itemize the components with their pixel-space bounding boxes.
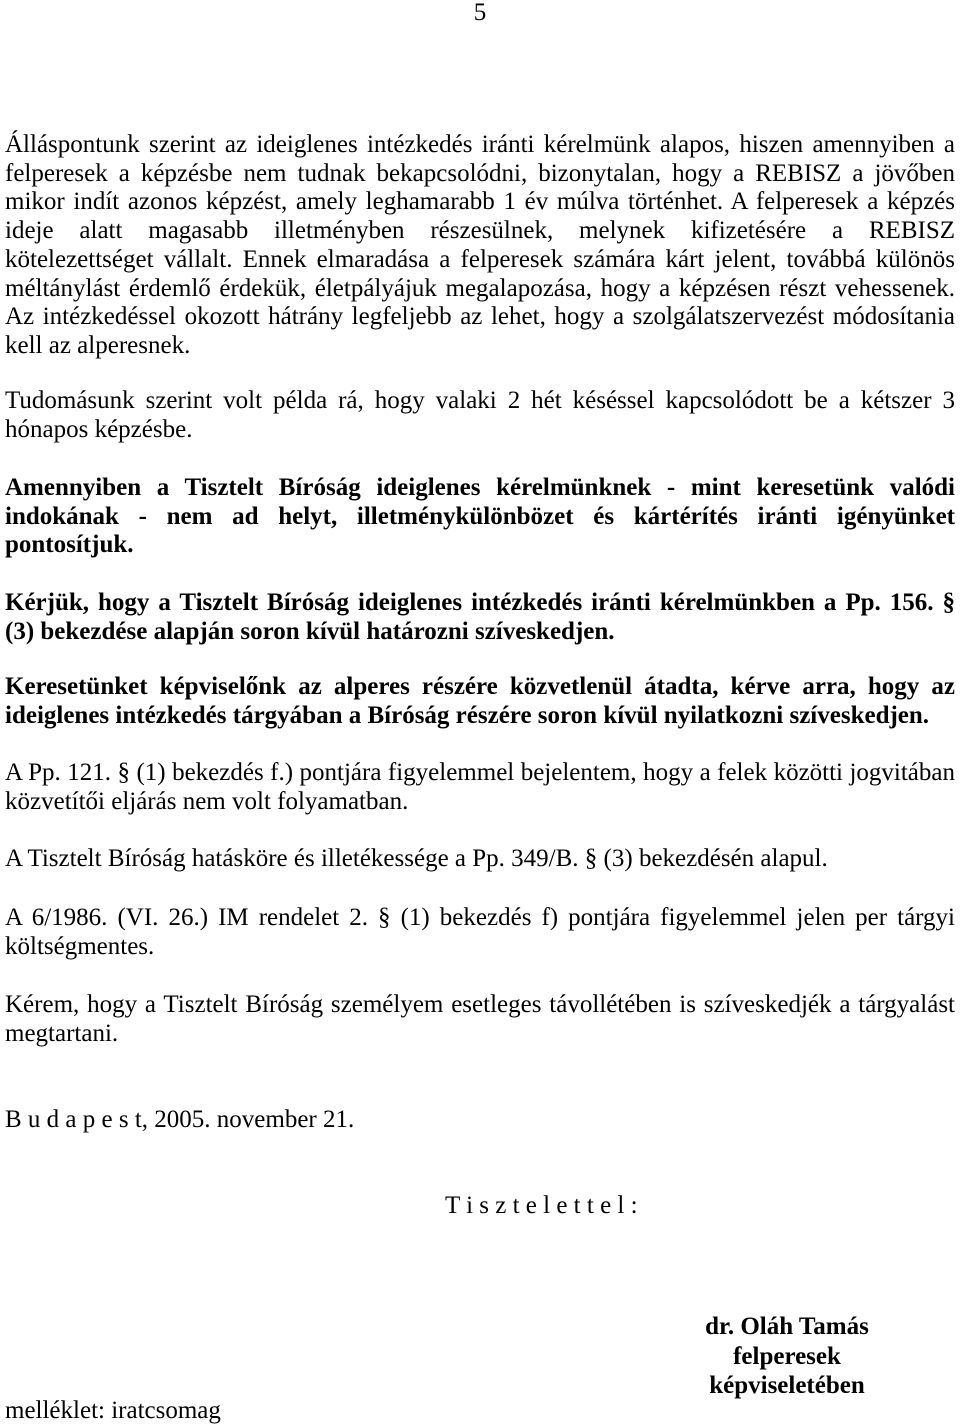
paragraph-urgent-request (5, 589, 955, 646)
text-line: A Tisztelt Bíróság hatásköre és illetékessége a Pp. 349/B. § (3) bekezdésén alapul. (5, 845, 828, 872)
text-line: A Pp. 121. § (1) bekezdés f.) pontjára figyelemmel bejelentem, hogy a felek közötti jogvitában (5, 759, 955, 786)
paragraph-mediation-statement (5, 759, 955, 816)
text-line: pontosítjuk. (5, 531, 134, 559)
text-line: kötelezettséget vállalt. Ennek elmaradása a felperesek számára kárt jelent, továbbá különös (5, 245, 955, 273)
text-line: hónapos képzésbe. (5, 415, 193, 443)
paragraph-service-notice (5, 673, 955, 730)
text-line: Kérjük, hogy a Tisztelt Bíróság ideiglenes intézkedés iránti kérelmünkben a Pp. 156. § (5, 589, 955, 616)
text-line: költségmentes. (5, 932, 155, 960)
signatory-capacity: képviseletében (709, 1372, 865, 1399)
text-line: kell az alperesnek. (5, 331, 191, 359)
signature-block (687, 1312, 887, 1401)
text-line: közvetítői eljárás nem volt folyamatban. (5, 787, 409, 815)
paragraph-cost-exemption (5, 904, 955, 961)
paragraph-precedent (5, 387, 955, 444)
text-line: mikor indít azonos képzést, amely leghamarabb 1 év múlva történhet. A felperesek a képzés (5, 188, 955, 216)
text-line: Tudomásunk szerint volt példa rá, hogy valaki 2 hét késéssel kapcsolódott be a kétszer 3 (5, 387, 955, 414)
text-line: felperesek a képzésbe nem tudnak bekapcsolódni, bizonytalan, hogy a REBISZ a jövőben (5, 159, 955, 187)
text-line: indokának - nem ad helyt, illetménykülönbözet és kártérítés iránti igényünket (5, 502, 955, 530)
signatory-role: felperesek (733, 1342, 841, 1370)
closing-salutation: T i s z t e l e t t e l : (445, 1192, 638, 1219)
signatory-name: dr. Oláh Tamás (705, 1313, 869, 1340)
paragraph-jurisdiction (5, 845, 955, 874)
text-line: Amennyiben a Tisztelt Bíróság ideiglenes kérelmünknek - mint keresetünk valódi (5, 474, 955, 501)
text-line: méltánylást érdemlő érdekük, életpályájuk megalapozása, hogy a képzésen részt vehessenek. (5, 274, 955, 302)
text-line: Az intézkedéssel okozott hátrány legfeljebb az lehet, hogy a szolgálatszervezést módosítania (5, 303, 955, 331)
text-line: ideiglenes intézkedés tárgyában a Bíróság részére soron kívül nyilatkozni szíveskedjen. (5, 701, 930, 729)
page-number: 5 (473, 0, 487, 26)
text-line: megtartani. (5, 1019, 119, 1047)
paragraph-injunction-justification (5, 131, 955, 361)
text-line: A 6/1986. (VI. 26.) IM rendelet 2. § (1) bekezdés f) pontjára figyelemmel jelen per tárgyi (5, 904, 955, 931)
date-line: B u d a p e s t, 2005. november 21. (5, 1106, 355, 1133)
text-line: Keresetünket képviselőnk az alperes részére közvetlenül átadta, kérve arra, hogy az (5, 673, 955, 700)
paragraph-hearing-request (5, 991, 955, 1048)
text-line: (3) bekezdése alapján soron kívül határozni szíveskedjen. (5, 617, 615, 645)
enclosure-note: melléklet: iratcsomag (5, 1397, 221, 1424)
paragraph-claim-specification (5, 474, 955, 560)
text-line: ideje alatt magasabb illetményben részesülnek, melynek kifizetésére a REBISZ (5, 217, 955, 245)
text-line: Álláspontunk szerint az ideiglenes intézkedés iránti kérelmünk alapos, hiszen amennyiben a (5, 131, 955, 158)
text-line: Kérem, hogy a Tisztelt Bíróság személyem esetleges távollétében is szíveskedjék a tárgyalást (5, 991, 955, 1018)
